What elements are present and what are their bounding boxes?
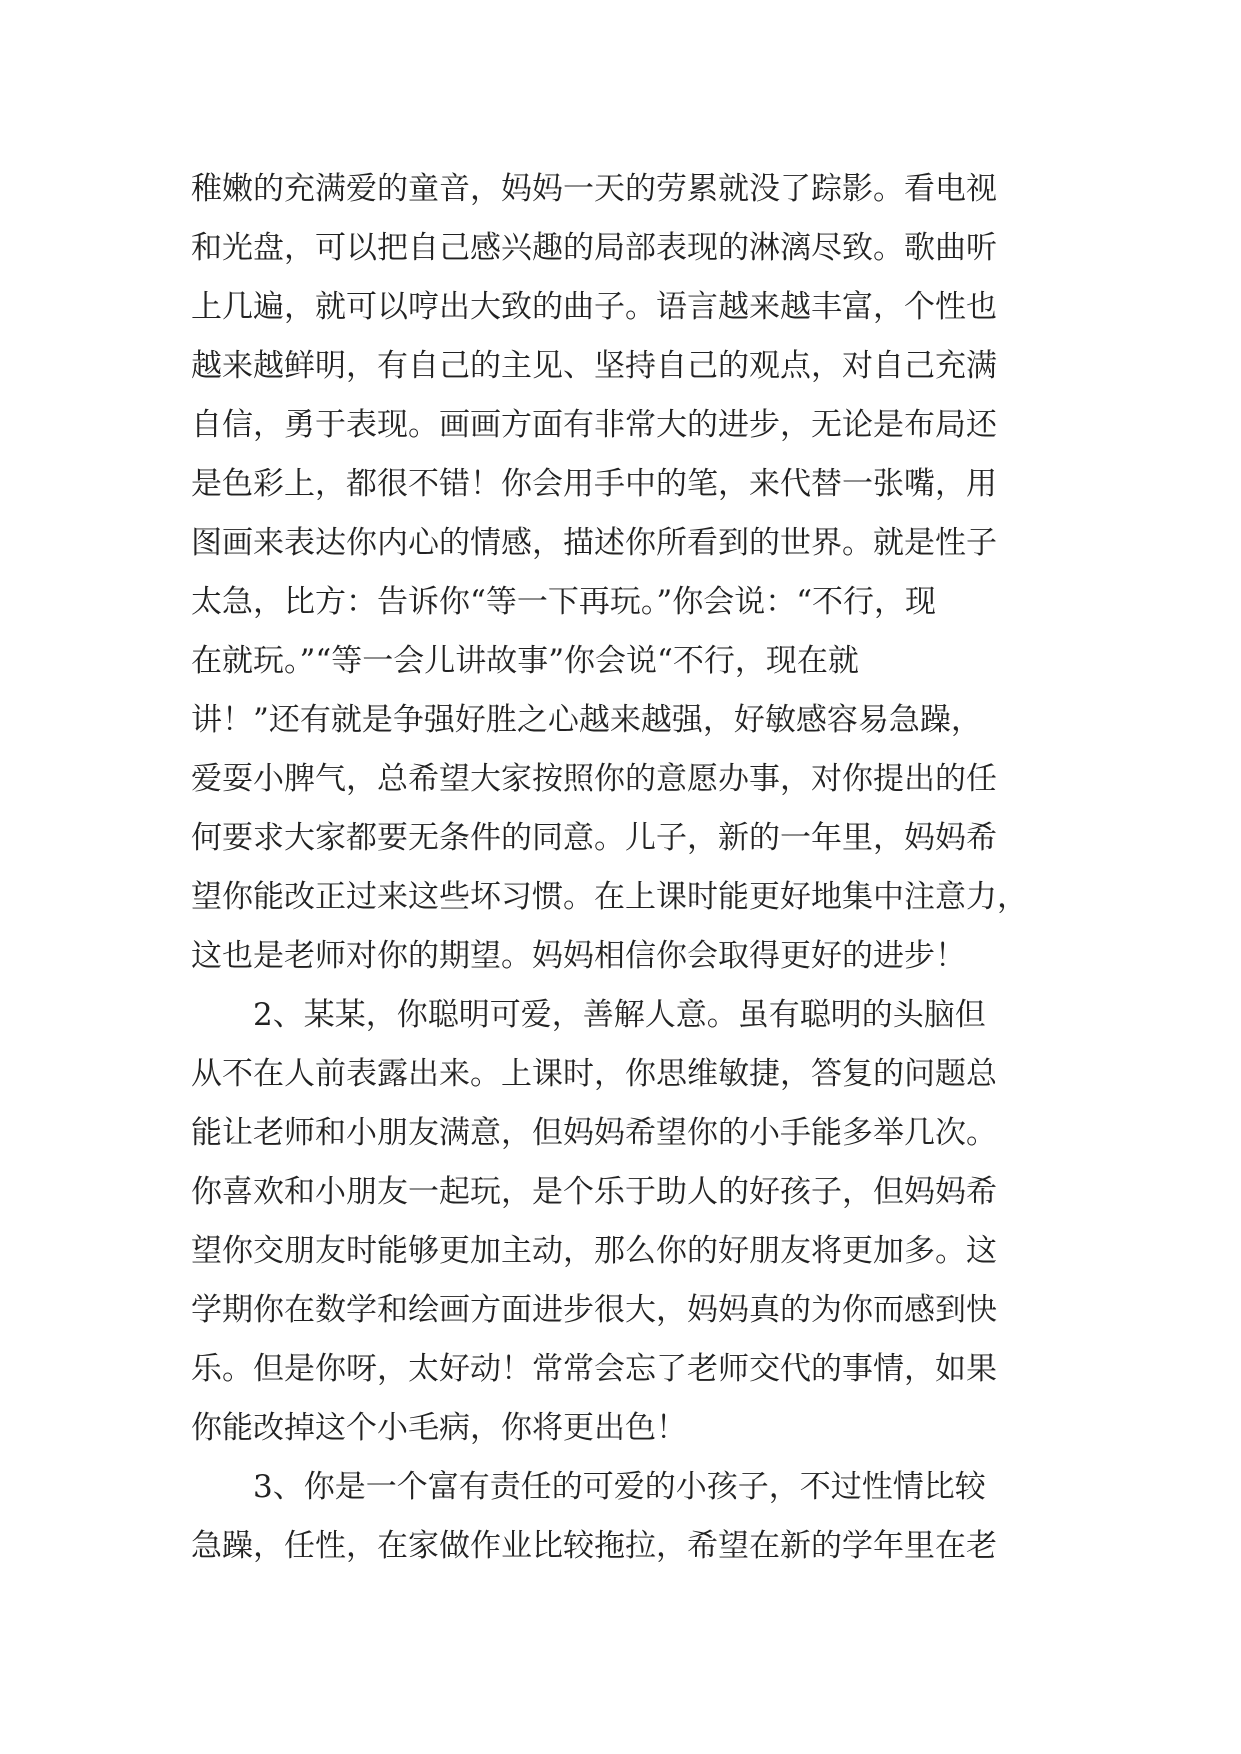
text-line: 急躁，任性，在家做作业比较拖拉，希望在新的学年里在老 <box>191 1528 997 1564</box>
text-line: 望你能改正过来这些坏习惯。在上课时能更好地集中注意力， <box>191 879 1028 915</box>
text-line: 望你交朋友时能够更加主动，那么你的好朋友将更加多。这 <box>191 1233 997 1269</box>
text-line: 太急，比方：告诉你“等一下再玩。”你会说：“不行，现 <box>191 584 937 620</box>
text-line: 上几遍，就可以哼出大致的曲子。语言越来越丰富，个性也 <box>191 289 997 325</box>
paragraph-first-line: 2、某某，你聪明可爱，善解人意。虽有聪明的头脑但 <box>253 997 986 1033</box>
text-line: 爱耍小脾气，总希望大家按照你的意愿办事，对你提出的任 <box>191 761 997 797</box>
text-line: 和光盘，可以把自己感兴趣的局部表现的淋漓尽致。歌曲听 <box>191 230 997 266</box>
text-line: 稚嫩的充满爱的童音，妈妈一天的劳累就没了踪影。看电视 <box>191 171 997 207</box>
text-line: 何要求大家都要无条件的同意。儿子，新的一年里，妈妈希 <box>191 820 997 856</box>
text-line: 图画来表达你内心的情感，描述你所看到的世界。就是性子 <box>191 525 997 561</box>
text-line: 是色彩上，都很不错！你会用手中的笔，来代替一张嘴，用 <box>191 466 997 502</box>
text-line: 自信，勇于表现。画画方面有非常大的进步，无论是布局还 <box>191 407 997 443</box>
document-body <box>191 160 1051 1576</box>
paragraph-first-line: 3、你是一个富有责任的可爱的小孩子，不过性情比较 <box>253 1469 986 1505</box>
text-line: 你能改掉这个小毛病，你将更出色！ <box>191 1410 687 1446</box>
text-line: 在就玩。”“等一会儿讲故事”你会说“不行，现在就 <box>191 643 859 679</box>
text-line: 讲！”还有就是争强好胜之心越来越强，好敏感容易急躁， <box>191 702 982 738</box>
text-line: 乐。但是你呀，太好动！常常会忘了老师交代的事情，如果 <box>191 1351 997 1387</box>
text-line: 学期你在数学和绘画方面进步很大，妈妈真的为你而感到快 <box>191 1292 997 1328</box>
text-line: 这也是老师对你的期望。妈妈相信你会取得更好的进步！ <box>191 938 966 974</box>
text-line: 能让老师和小朋友满意，但妈妈希望你的小手能多举几次。 <box>191 1115 997 1151</box>
text-line: 越来越鲜明，有自己的主见、坚持自己的观点，对自己充满 <box>191 348 997 384</box>
text-line: 你喜欢和小朋友一起玩，是个乐于助人的好孩子，但妈妈希 <box>191 1174 997 1210</box>
text-line: 从不在人前表露出来。上课时，你思维敏捷，答复的问题总 <box>191 1056 997 1092</box>
